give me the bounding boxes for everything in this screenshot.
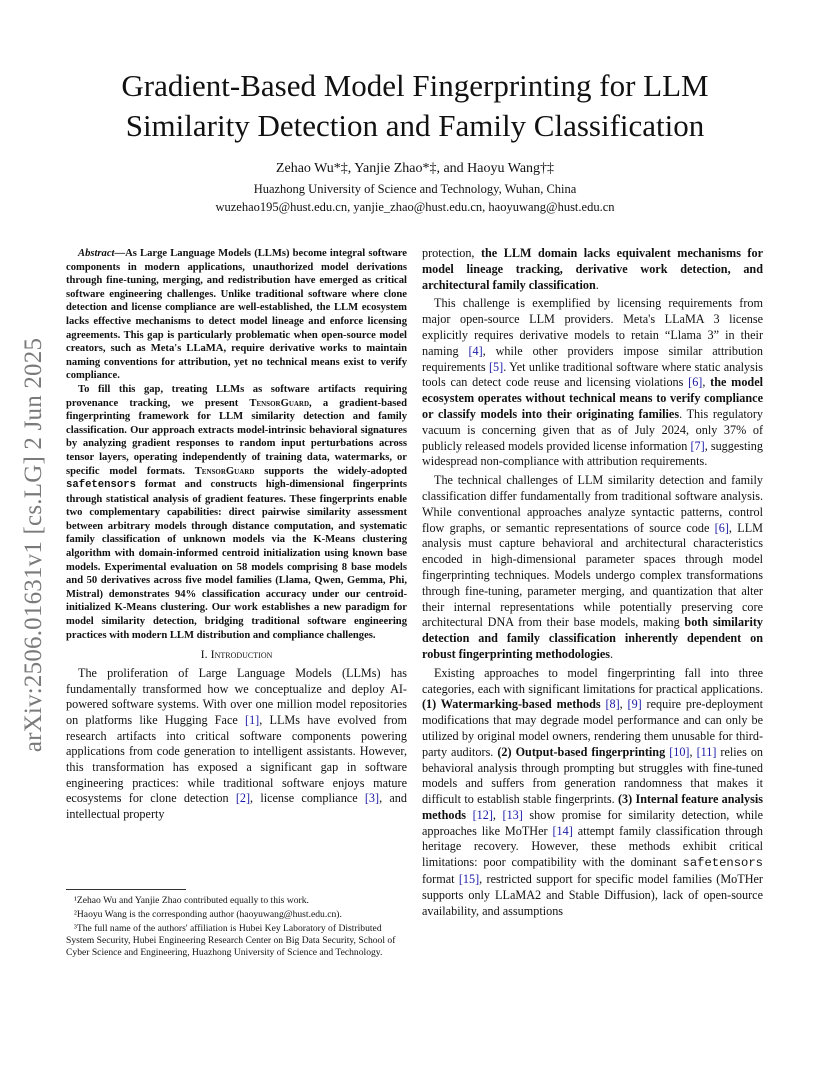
abstract-paragraph-2: To fill this gap, treating LLMs as software artifacts requiring provenance tracking, we present TensorGuard, a gradient-based fingerprinting framework for LLM similarity detection and family classification. Our approach extracts model-intrinsic behavioral signatures by analyzing gradient responses to random input perturbations across tensor layers, operating independently of training data, watermarks, or specific model formats. TensorGuard supports the widely-adopted safetensors format and constructs high-dimensional fingerprints through statistical analysis of gradient features. These fingerprints enable two complementary capabilities: direct pairwise similarity assessment between arbitrary models through distance computation, and systematic family classification of unknown models via the K-Means clustering algorithm with domain-informed centroid initialization using known base models. Experimental evaluation on 58 models comprising 8 base models and 50 derivatives across five model families (Llama, Qwen, Gemma, Phi, Mistral) demonstrates 94% classification accuracy under our centroid-initialized K-Means clustering. Our work establishes a new paradigm for model similarity detection, bridging traditional software engineering practices with modern LLM distribution and compliance challenges. (66, 383, 407, 641)
introduction (66, 666, 407, 823)
authors: Zehao Wu*‡, Yanjie Zhao*‡, and Haoyu Wang†‡ (275, 161, 555, 176)
intro-paragraph-1: The proliferation of Large Language Models (LLMs) has fundamentally transformed how we conceptualize and deploy AI-powered software systems. With over one million model repositories on platforms like Hugging Face [1], LLMs have evolved from research artifacts into critical software components powering applications from code generation to intelligent assistants. However, this transformation has exposed a significant gap in software engineering practices: while traditional software enjoys mature ecosystems for clone detection [2], license compliance [3], and intellectual property (66, 665, 407, 822)
footnote-2: ²Haoyu Wang is the corresponding author (haoyuwang@hust.edu.cn). (74, 909, 342, 920)
citation-link[interactable]: [9] (627, 697, 642, 712)
left-column (66, 247, 407, 823)
citation-link[interactable]: [12] (472, 807, 493, 822)
citation-link[interactable]: [15] (458, 872, 480, 887)
citation-link[interactable]: [4] (468, 343, 483, 358)
arxiv-side-label: arXiv:2506.01631v1 [cs.LG] 2 Jun 2025 (20, 337, 47, 753)
right-paragraph-4: Existing approaches to model fingerprinting fall into three categories, each with significant limitations for practical applications. (1) Watermarking-based methods [8], [9] require pre-deployment modifications that may degrade model performance and can only be utilized by original model owners, rendering them unusable for third-party auditors. (2) Output-based fingerprinting [10], [11] relies on behavioral analysis through prompting but struggles with fine-tuned models and suffers from generation randomness that makes it difficult to establish stable fingerprints. (3) Internal feature analysis methods [12], [13] show promise for similarity detection, while approaches like MoTHer [14] attempt family classification through heritage recovery. However, these methods exhibit critical limitations: poor compatibility with the dominant safetensors format [15], restricted support for specific model families (MoTHer supports only LLaMA2 and Stable Diffusion), lack of open-source availability, and assumptions (422, 665, 764, 918)
footnote-rule (66, 889, 186, 890)
author-emails: wuzehao195@hust.edu.cn, yanjie_zhao@hust.edu.cn, haoyuwang@hust.edu.cn (215, 200, 615, 214)
citation-link[interactable]: [10] (669, 744, 690, 759)
citation-link[interactable]: [13] (502, 807, 523, 822)
footnotes (66, 895, 407, 961)
citation-link[interactable]: [11] (696, 744, 717, 759)
citation-link[interactable]: [6] (688, 375, 703, 390)
citation-link[interactable]: [6] (714, 520, 729, 535)
citation-link[interactable]: [7] (690, 438, 705, 453)
citation-link[interactable]: [2] (235, 791, 251, 806)
citation-link[interactable]: [5] (489, 359, 504, 374)
citation-link[interactable]: [8] (605, 697, 620, 712)
tool-name: TensorGuard (249, 397, 310, 409)
right-paragraph-2: This challenge is exemplified by licensing requirements from major open-source LLM providers. Meta's LLaMA 3 license explicitly requires derivative models to retain “Llama 3” in their naming [4], while other providers impose similar attribution requirements [5]. Yet unlike traditional software where static analysis tools can detect code reuse and licensing violations [6], the model ecosystem operates without technical means to verify compliance or classify models into their originating families. This regulatory vacuum is concerning given that as of July 2024, only 37% of publicly released models provided license information [7], suggesting widespread non-compliance with attribution requirements. (422, 296, 763, 469)
right-column (422, 246, 763, 922)
citation-link[interactable]: [1] (245, 712, 260, 727)
right-paragraph-1: protection, the LLM domain lacks equivalent mechanisms for model lineage tracking, derivative work detection, and architectural family classification. (422, 246, 763, 292)
footnote-3: ³The full name of the authors' affiliation is Hubei Key Laboratory of Distributed System Security, Hubei Engineering Research Center on Big Data Security, School of Cyber Science and Engineering, Huazhong University of Science and Technology. (66, 923, 396, 958)
citation-link[interactable]: [14] (552, 823, 573, 838)
abstract (66, 247, 407, 642)
abstract-label: Abstract (78, 248, 115, 259)
citation-link[interactable]: [3] (364, 791, 380, 806)
section-heading: I. Introduction (200, 647, 273, 662)
paper-title: Gradient-Based Model Fingerprinting for LLM Similarity Detection and Family Classification (121, 68, 709, 143)
footnote-1: ¹Zehao Wu and Yanjie Zhao contributed equally to this work. (74, 895, 309, 906)
abstract-paragraph-1: —As Large Language Models (LLMs) become integral software components in modern applications, unauthorized model derivations through fine-tuning, merging, and redistribution have emerged as critical software engineering challenges. Unlike traditional software where clone detection and license compliance are well-established, the LLM ecosystem lacks effective mechanisms to detect model lineage and enforce licensing agreements. This gap is particularly problematic when open-source model creators, such as Meta's LLaMA, require derivative works to maintain naming conventions for attribution, yet no technical means exist to verify compliance. (66, 248, 407, 382)
affiliation: Huazhong University of Science and Technology, Wuhan, China (253, 182, 577, 196)
right-paragraph-3: The technical challenges of LLM similarity detection and family classification differ fundamentally from traditional software analysis. While conventional approaches analyze syntactic patterns, control flow graphs, or semantic representations of source code [6], LLM analysis must capture behavioral and architectural characteristics encoded in high-dimensional parameter spaces through model fingerprinting techniques. Models undergo complex transformations through fine-tuning, parameter merging, and quantization that alter their internal representations while potentially preserving core architectural DNA from their base models, making both similarity detection and family classification inherently dependent on robust fingerprinting methodologies. (422, 473, 763, 661)
